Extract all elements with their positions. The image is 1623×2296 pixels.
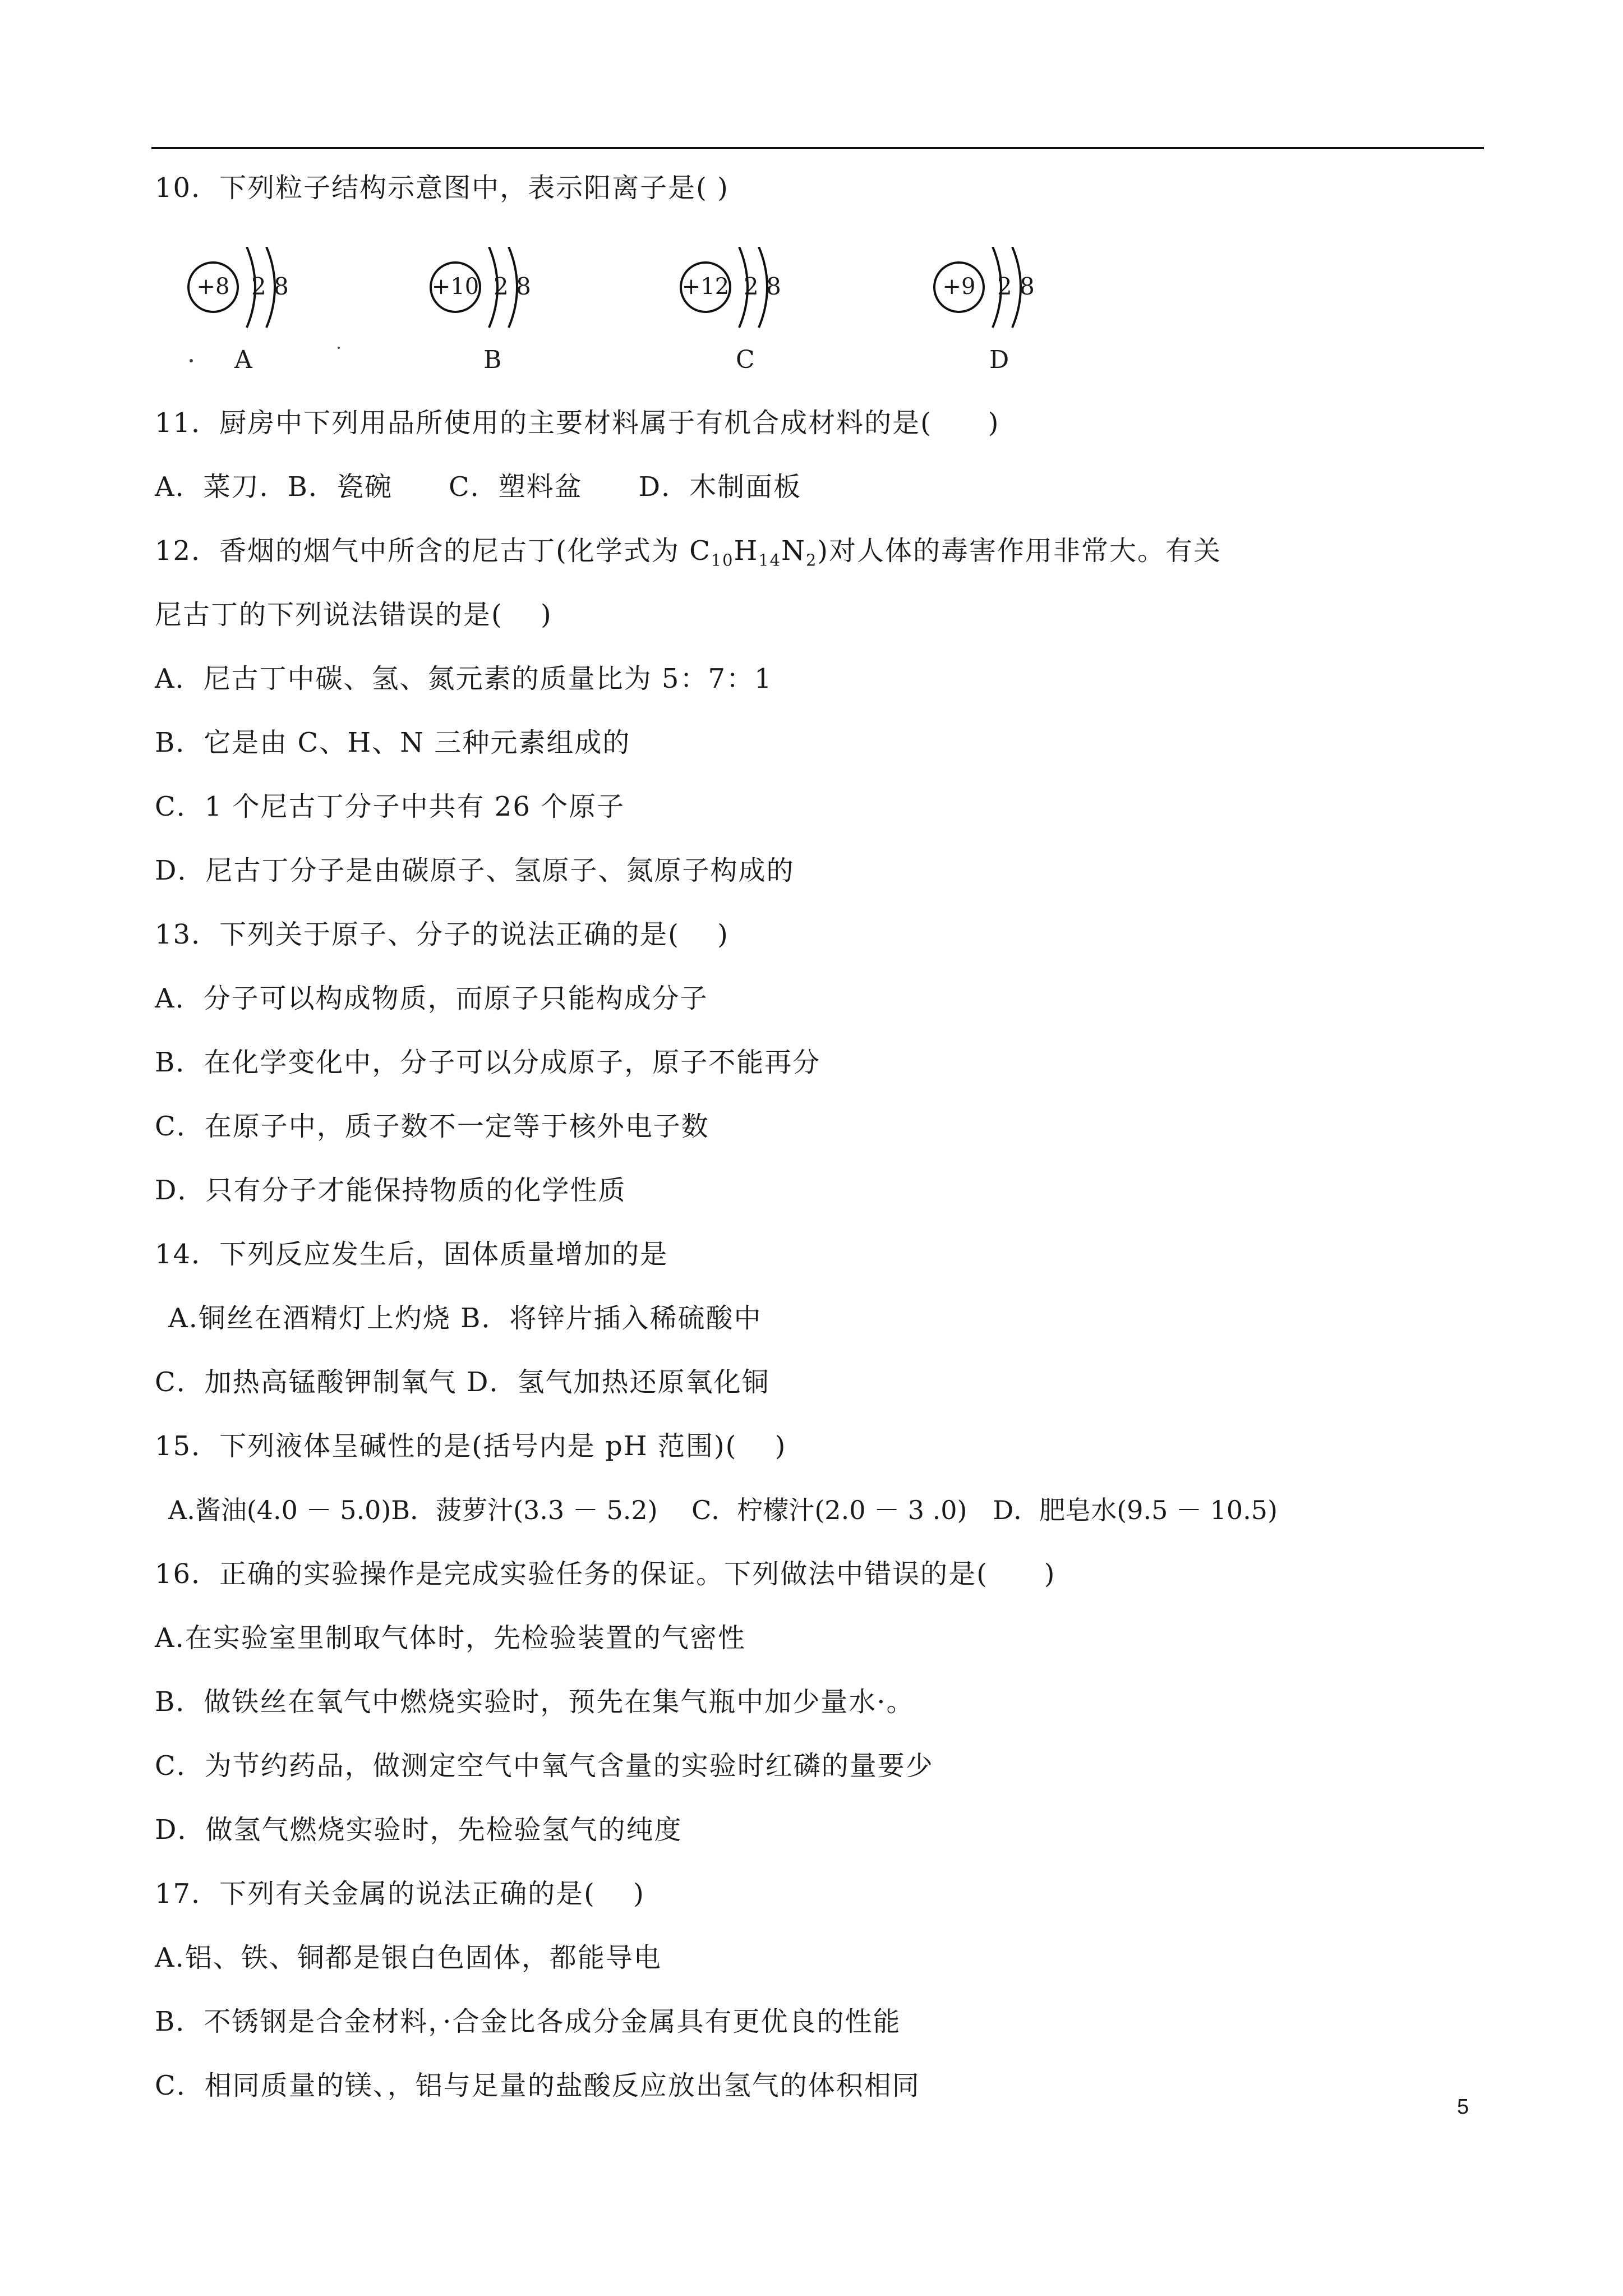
question-12-option-a: A．尼古丁中碳、氢、氮元素的质量比为 5：7：1 <box>155 663 773 694</box>
question-13: 13．下列关于原子、分子的说法正确的是( ) <box>155 919 729 950</box>
diagram-d <box>925 247 1071 381</box>
question-13-option-c: C．在原子中，质子数不一定等于核外电子数 <box>155 1111 709 1142</box>
stray-dot <box>190 359 193 362</box>
question-11-options: A．菜刀．B．瓷碗 C．塑料盆 D．木制面板 <box>155 471 802 503</box>
question-11: 11．厨房中下列用品所使用的主要材料属于有机合成材料的是( ) <box>155 407 1000 439</box>
subscript: 14 <box>758 550 781 570</box>
diagram-label: A <box>234 346 252 374</box>
nucleus-charge: +10 <box>431 274 479 300</box>
question-10: 10．下列粒子结构示意图中，表示阳离子是( ) <box>155 172 729 204</box>
question-12-text-end: )对人体的毒害作用非常大。有关 <box>817 535 1222 567</box>
question-14-options-cd: C．加热高锰酸钾制氧气 D．氢气加热还原氧化铜 <box>155 1366 770 1398</box>
question-13-option-b: B．在化学变化中，分子可以分成原子，原子不能再分 <box>155 1047 821 1078</box>
nucleus-charge: +9 <box>942 274 976 300</box>
question-15-options: A.酱油(4.0 － 5.0)B．菠萝汁(3.3 － 5.2) C．柠檬汁(2.0 － 3 .0) D．肥皂水(9.5 － 10.5) <box>168 1495 1278 1525</box>
electron-shells: 2 8 <box>251 273 289 300</box>
question-17: 17．下列有关金属的说法正确的是( ) <box>155 1878 645 1910</box>
question-12 <box>155 534 1221 577</box>
question-15: 15．下列液体呈碱性的是(括号内是 pH 范围)( ) <box>155 1430 787 1462</box>
question-14: 14．下列反应发生后，固体质量增加的是 <box>155 1239 668 1270</box>
question-12-option-c: C．1 个尼古丁分子中共有 26 个原子 <box>155 791 625 822</box>
diagram-a <box>179 247 325 381</box>
question-16: 16．正确的实验操作是完成实验任务的保证。下列做法中错误的是( ) <box>155 1558 1056 1590</box>
formula-part: H <box>734 535 759 567</box>
atom-structure-icon <box>179 247 325 381</box>
electron-shells: 2 8 <box>494 273 531 300</box>
diagram-label: D <box>989 346 1009 374</box>
diagram-b <box>422 247 568 381</box>
subscript: 2 <box>805 550 818 570</box>
question-17-option-b: B．不锈钢是合金材料，·合金比各成分金属具有更优良的性能 <box>155 2006 901 2037</box>
page-number: 5 <box>1457 2095 1469 2119</box>
question-16-option-a: A.在实验室里制取气体时，先检验装置的气密性 <box>155 1622 746 1654</box>
question-16-option-b: B．做铁丝在氧气中燃烧实验时，预先在集气瓶中加少量水·。 <box>155 1686 915 1718</box>
diagram-c <box>672 247 818 381</box>
nucleus-charge: +8 <box>196 274 230 300</box>
stray-dot <box>338 347 340 349</box>
subscript: 10 <box>711 550 734 570</box>
formula-part: N <box>781 535 806 567</box>
question-17-option-a: A.铝、铁、铜都是银白色固体，都能导电 <box>155 1942 662 1973</box>
nucleus-charge: +12 <box>681 274 730 300</box>
electron-shells: 2 8 <box>997 273 1035 300</box>
question-13-option-d: D．只有分子才能保持物质的化学性质 <box>155 1175 626 1206</box>
electron-shells: 2 8 <box>744 273 781 300</box>
question-17-option-c: C．相同质量的镁、，铝与足量的盐酸反应放出氢气的体积相同 <box>155 2070 920 2101</box>
diagram-label: B <box>483 346 502 374</box>
question-12-text: 12．香烟的烟气中所含的尼古丁(化学式为 C <box>155 535 711 567</box>
question-12-option-d: D．尼古丁分子是由碳原子、氢原子、氮原子构成的 <box>155 855 795 886</box>
question-16-option-d: D．做氢气燃烧实验时，先检验氢气的纯度 <box>155 1814 683 1846</box>
question-12-option-b: B．它是由 C、H、N 三种元素组成的 <box>155 727 631 758</box>
header-rule <box>151 147 1484 149</box>
question-14-options-ab: A.铜丝在酒精灯上灼烧 B．将锌片插入稀硫酸中 <box>168 1303 762 1334</box>
question-16-option-c: C．为节约药品，做测定空气中氧气含量的实验时红磷的量要少 <box>155 1750 934 1782</box>
diagram-label: C <box>736 346 755 374</box>
question-13-option-a: A．分子可以构成物质，而原子只能构成分子 <box>155 983 708 1014</box>
question-12-line-2: 尼古丁的下列说法错误的是( ) <box>155 599 552 631</box>
